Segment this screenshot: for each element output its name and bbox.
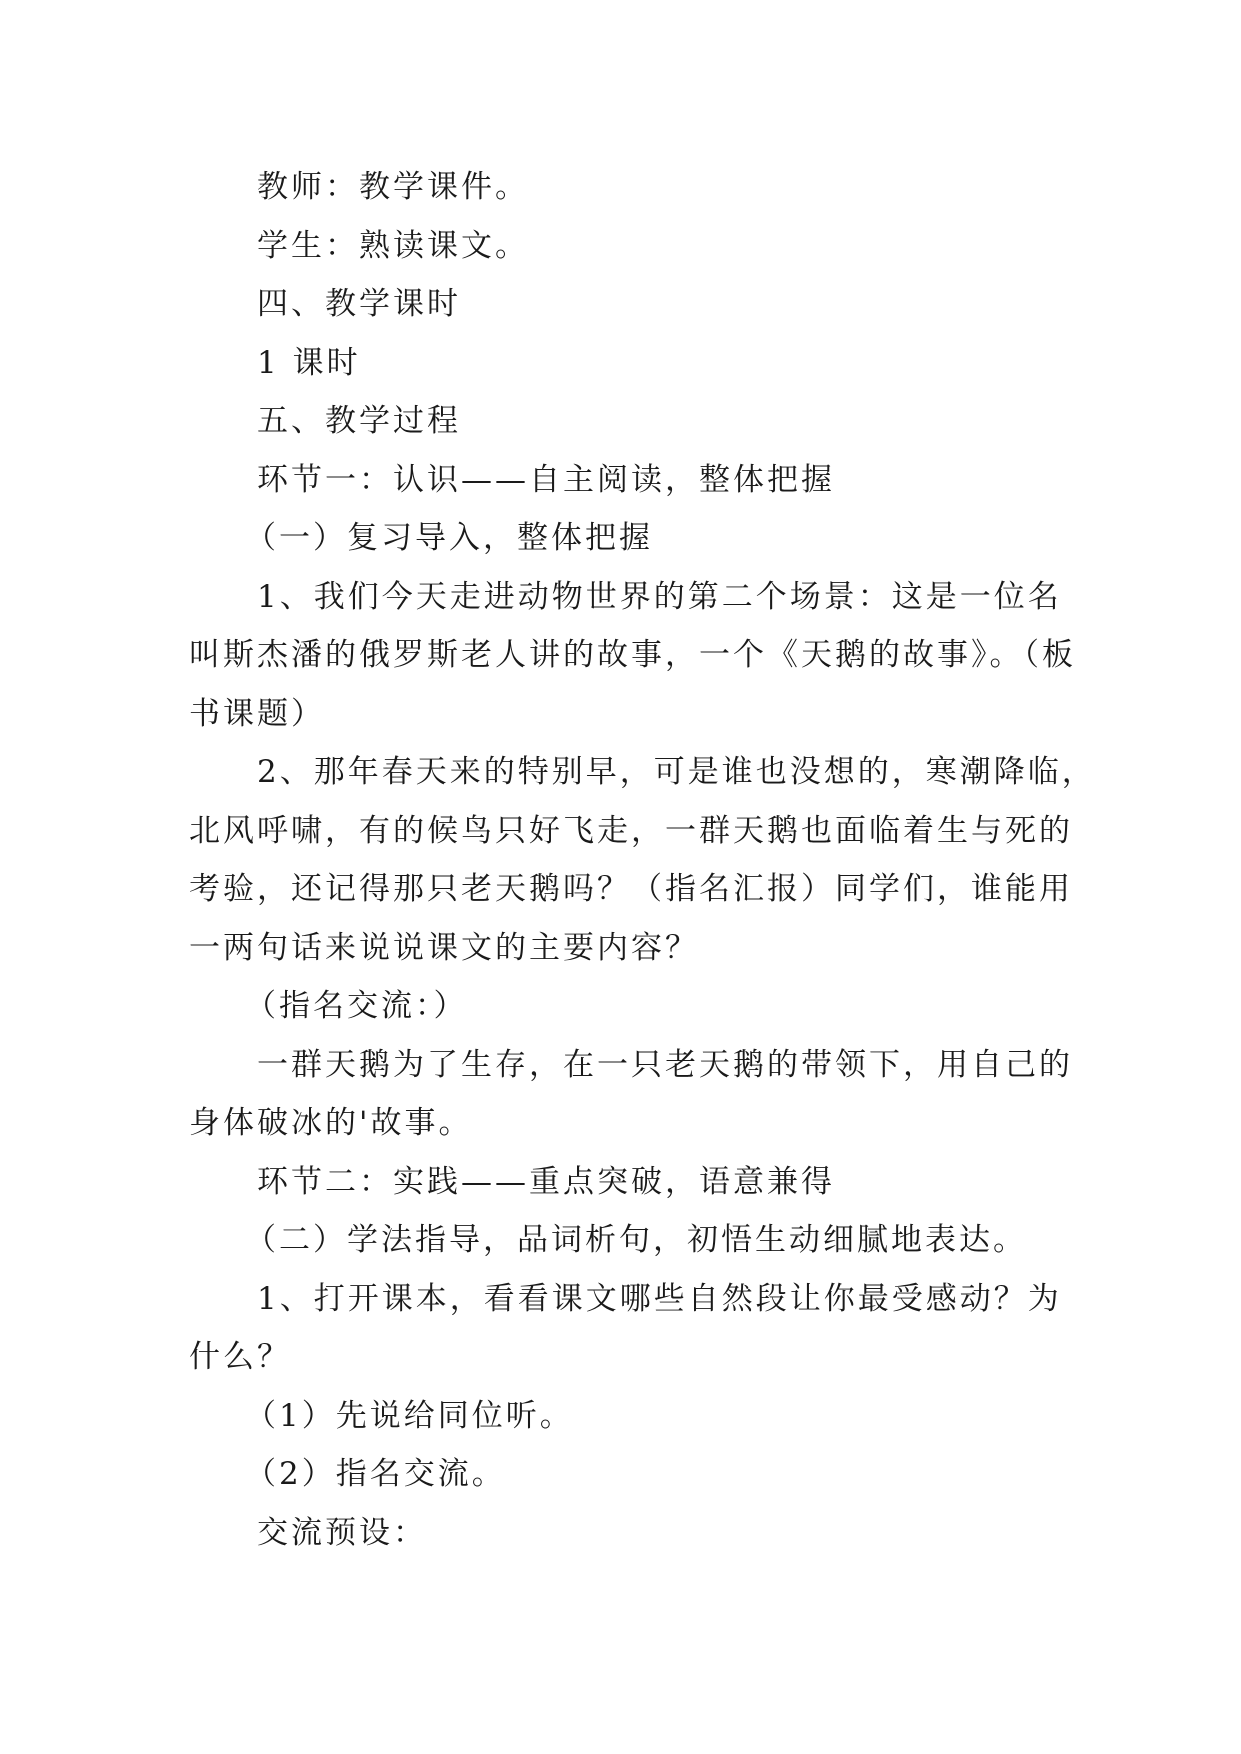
text-line: 考验，还记得那只老天鹅吗？（指名汇报）同学们，谁能用 bbox=[189, 871, 1073, 907]
text-line: 一群天鹅为了生存，在一只老天鹅的带领下，用自己的 bbox=[257, 1046, 1073, 1083]
text-line: 书课题） bbox=[189, 695, 325, 732]
text-line: 教师：教学课件。 bbox=[257, 169, 529, 205]
text-line: 身体破冰的'故事。 bbox=[189, 1105, 473, 1141]
document-body bbox=[189, 158, 1096, 1562]
text-line: 环节二：实践——重点突破，语意兼得 bbox=[257, 1163, 835, 1200]
text-line: （1）先说给同位听。 bbox=[245, 1397, 574, 1434]
text-line: 环节一：认识——自主阅读，整体把握 bbox=[257, 461, 835, 498]
text-line: 交流预设： bbox=[257, 1514, 427, 1551]
text-line: （一）复习导入，整体把握 bbox=[245, 520, 653, 556]
text-line: 1 课时 bbox=[257, 344, 361, 381]
text-line: 1、我们今天走进动物世界的第二个场景：这是一位名 bbox=[257, 578, 1062, 615]
text-line: 2、那年春天来的特别早，可是谁也没想的，寒潮降临， bbox=[257, 754, 1096, 790]
text-line: 一两句话来说说课文的主要内容？ bbox=[189, 929, 699, 966]
text-line: 1、打开课本，看看课文哪些自然段让你最受感动？为 bbox=[257, 1280, 1062, 1317]
text-line: 四、教学课时 bbox=[257, 286, 461, 322]
text-line: （2）指名交流。 bbox=[245, 1456, 506, 1492]
text-line: （指名交流：） bbox=[245, 988, 468, 1024]
text-line: 北风呼啸，有的候鸟只好飞走，一群天鹅也面临着生与死的 bbox=[189, 812, 1073, 849]
text-line: 叫斯杰潘的俄罗斯老人讲的故事，一个《天鹅的故事》。（板 bbox=[189, 637, 1076, 673]
text-line: 五、教学过程 bbox=[257, 403, 461, 439]
text-line: （二）学法指导，品词析句，初悟生动细腻地表达。 bbox=[245, 1222, 1027, 1258]
text-line: 什么？ bbox=[189, 1339, 291, 1375]
text-line: 学生：熟读课文。 bbox=[257, 227, 529, 264]
